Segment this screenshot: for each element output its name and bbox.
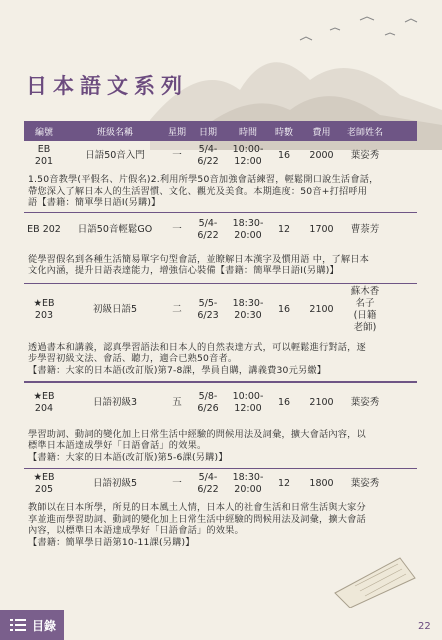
course-teacher: 蘇木香 名子 (日籍 老師) bbox=[350, 285, 380, 333]
course-table bbox=[24, 121, 417, 551]
course-weekday: 一 bbox=[172, 478, 182, 490]
header-hours: 時數 bbox=[274, 127, 293, 138]
header-weekday: 星期 bbox=[167, 127, 186, 138]
course-teacher: 曹萘芳 bbox=[350, 223, 380, 235]
header-fee: 費用 bbox=[312, 127, 331, 138]
course-fee: 2000 bbox=[309, 150, 334, 161]
course-weekday: 一 bbox=[172, 223, 182, 235]
course-code: EB 202 bbox=[27, 223, 61, 235]
toc-label: 目錄 bbox=[32, 618, 57, 633]
course-name: 日語50音輕鬆GO bbox=[77, 223, 153, 235]
course-description: 透過書本和講義，認真學習語法和日本人的自然表達方式，可以輕鬆進行對話，逐 步學習初級文法、會話、聽力，適合已熟50音者。 【書籍：大家的日本語(改訂版)第7-8課，學員自購，講義費30元另繳】 bbox=[28, 341, 366, 376]
course-time: 18:30- 20:00 bbox=[232, 217, 264, 241]
course-hours: 12 bbox=[277, 223, 291, 235]
header-teacher: 老師姓名 bbox=[346, 127, 383, 138]
table-row bbox=[24, 469, 417, 499]
table-row bbox=[24, 284, 417, 336]
course-time: 10:00- 12:00 bbox=[232, 390, 264, 414]
course-fee: 1800 bbox=[309, 478, 334, 490]
toc-button[interactable] bbox=[0, 610, 64, 640]
course-name: 日語50音入門 bbox=[85, 150, 145, 161]
course-fee: 2100 bbox=[309, 396, 334, 408]
header-time: 時間 bbox=[238, 127, 257, 138]
course-teacher: 葉姿秀 bbox=[350, 478, 380, 490]
course-weekday: 五 bbox=[172, 396, 182, 408]
course-description: 從學習假名到各種生活簡易單字句型會話，並瞭解日本漢字及慣用語 中，了解日本 文化內涵，提升日語表達能力，增強信心裝備【書籍：簡單學日語I(另購)】 bbox=[28, 253, 370, 277]
course-time: 18:30- 20:30 bbox=[232, 297, 264, 321]
course-date: 5/4-6/22 bbox=[197, 144, 219, 167]
course-code: EB 201 bbox=[34, 144, 54, 167]
course-hours: 16 bbox=[277, 150, 291, 161]
course-description: 1.50音教學(平假名、片假名)2.利用所學50音加強會話練習，輕鬆開口說生活會話， 帶您深入了解日本人的生活習慣、文化、觀光及美食。本期進度：50音+打招呼用 語【書籍：簡單學日語I(另購)】 bbox=[28, 174, 379, 208]
course-hours: 12 bbox=[277, 478, 291, 490]
scroll-illustration bbox=[330, 548, 420, 608]
course-teacher: 葉姿秀 bbox=[350, 396, 380, 408]
course-weekday: 二 bbox=[172, 303, 182, 315]
page-title: 日本語文系列 bbox=[26, 74, 188, 98]
list-icon bbox=[10, 618, 26, 632]
header-date: 日期 bbox=[198, 127, 217, 138]
course-hours: 16 bbox=[277, 396, 291, 408]
course-time: 10:00- 12:00 bbox=[232, 144, 264, 167]
header-code: 編號 bbox=[34, 127, 53, 138]
course-name: 日語初級3 bbox=[92, 396, 138, 408]
course-code: ★EB 205 bbox=[33, 472, 55, 496]
course-date: 5/5-6/23 bbox=[197, 297, 219, 321]
course-description: 教師以在日本所學，所見的日本風土人情，日本人的社會生活和日常生活與大家分 享並進而學習助詞、動詞的變化加上日常生活中經驗的問候用法及詞彙，擴大會話 內容，以標準日本語達成學好「日語會話」的效果。 【書籍：簡單學日語第10-11課(另購)】 bbox=[28, 502, 366, 548]
table-row bbox=[24, 213, 417, 247]
course-fee: 2100 bbox=[309, 303, 334, 315]
course-date: 5/4-6/22 bbox=[197, 472, 219, 496]
table-row bbox=[24, 141, 417, 171]
course-weekday: 一 bbox=[172, 150, 182, 161]
course-time: 18:30- 20:00 bbox=[232, 472, 264, 496]
course-date: 5/4-6/22 bbox=[197, 217, 219, 241]
table-header bbox=[24, 121, 417, 141]
course-fee: 1700 bbox=[309, 223, 334, 235]
course-code: ★EB 204 bbox=[33, 390, 55, 414]
table-row bbox=[24, 383, 417, 423]
course-name: 初級日語5 bbox=[92, 303, 138, 315]
course-hours: 16 bbox=[277, 303, 291, 315]
header-name: 班級名稱 bbox=[96, 127, 133, 138]
course-date: 5/8-6/26 bbox=[197, 390, 219, 414]
course-description: 學習助詞、動詞的變化加上日常生活中經驗的問候用法及詞彙，擴大會話內容，以 標準日本語達成學好「日語會話」的效果。 【書籍：大家的日本語(改訂版)第5-6課(另購)】 bbox=[28, 428, 366, 463]
course-code: ★EB 203 bbox=[33, 297, 55, 321]
course-name: 日語初級5 bbox=[92, 478, 138, 490]
course-teacher: 葉姿秀 bbox=[350, 150, 380, 161]
page-number: 22 bbox=[418, 621, 431, 632]
